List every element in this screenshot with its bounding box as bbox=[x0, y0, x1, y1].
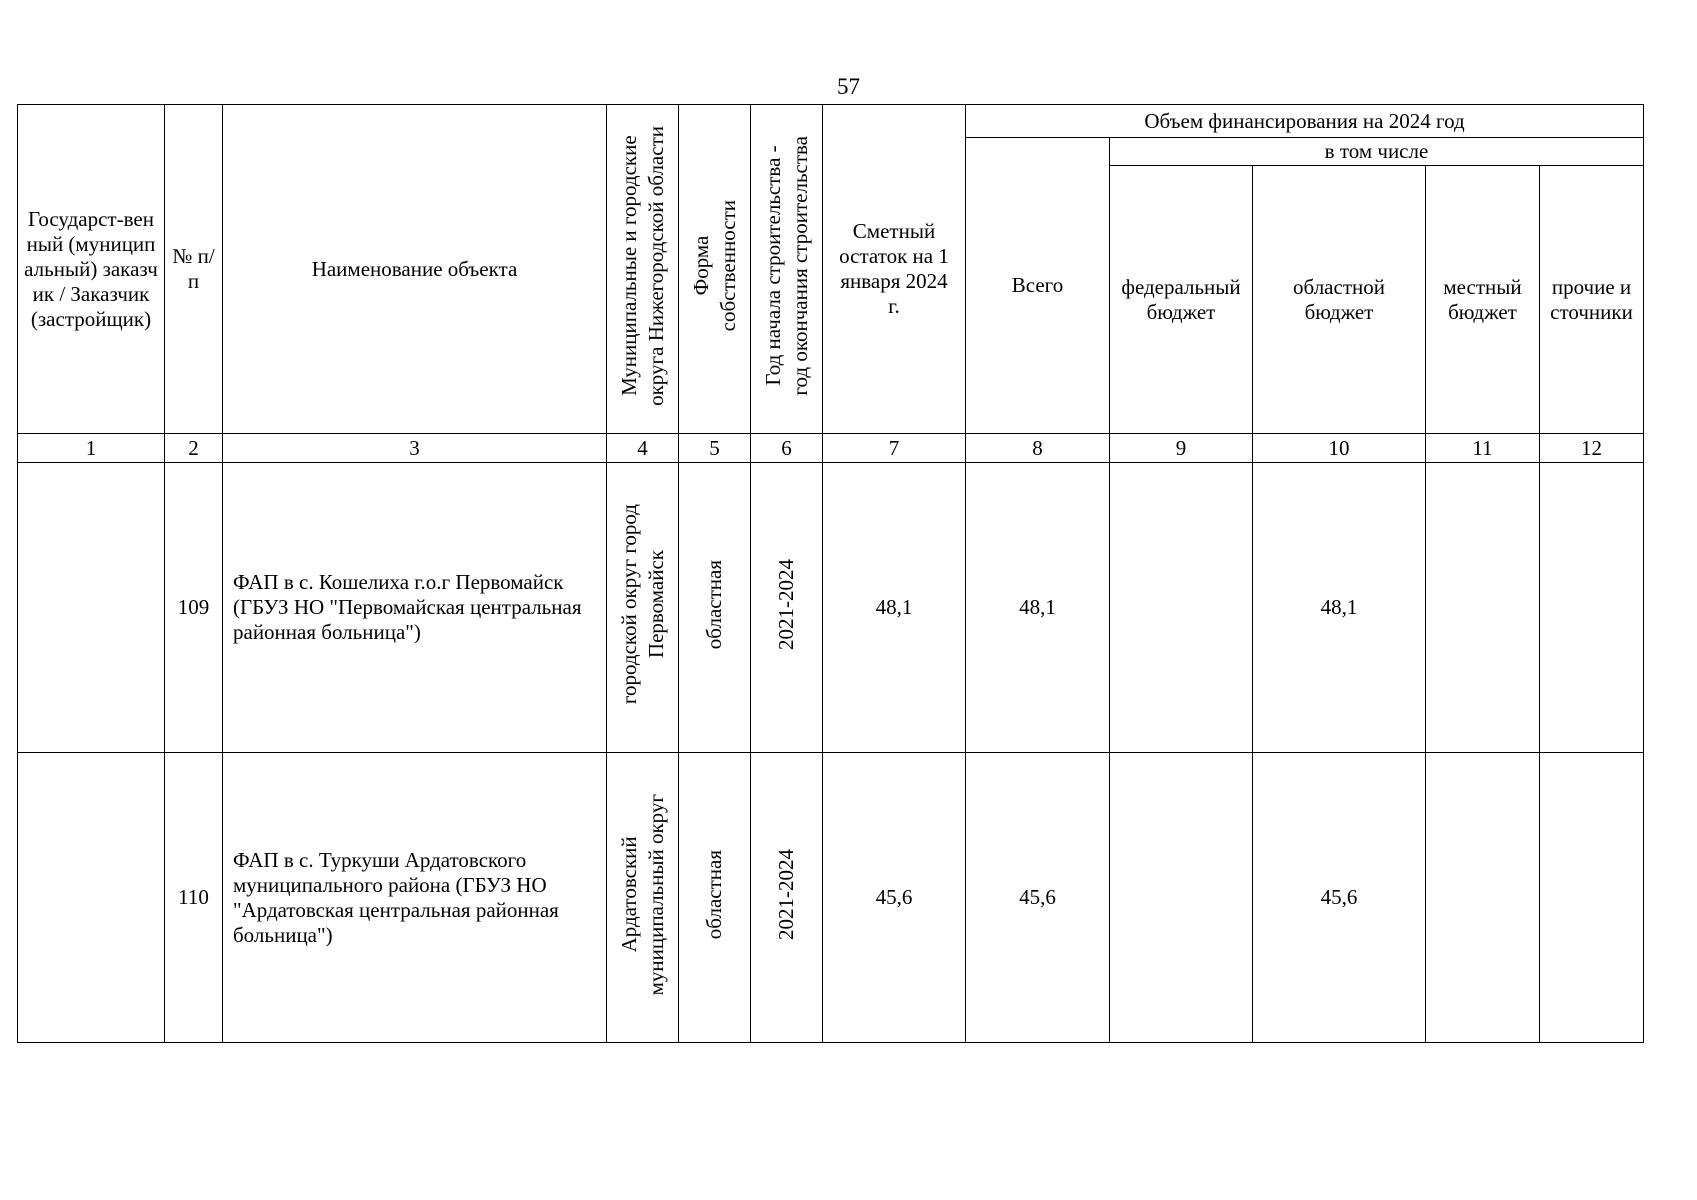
cell-customer bbox=[18, 753, 165, 1043]
header-total bbox=[966, 138, 1110, 434]
cell-other bbox=[1540, 463, 1644, 753]
column-numbers-row bbox=[18, 434, 1644, 463]
cell-municipality-line-2: Первомайск bbox=[643, 550, 668, 659]
column-number: 2 bbox=[165, 434, 223, 463]
header-other-label: прочие источники bbox=[1550, 274, 1633, 324]
header-other bbox=[1540, 166, 1644, 434]
header-years-line-2: год окончания строительства bbox=[787, 136, 812, 396]
header-total-label: Всего bbox=[1011, 273, 1064, 297]
header-ownership-label bbox=[688, 200, 742, 331]
header-ownership bbox=[679, 105, 751, 434]
cell-municipality bbox=[607, 753, 679, 1043]
cell-years bbox=[751, 753, 823, 1043]
cell-total: 45,6 bbox=[966, 753, 1110, 1043]
cell-municipality-line-2: муниципальный округ bbox=[643, 793, 668, 996]
cell-row-no: 110 bbox=[165, 753, 223, 1043]
header-federal-label: федеральный бюджет bbox=[1121, 274, 1241, 324]
column-number: 9 bbox=[1110, 434, 1253, 463]
header-regional-label: областной бюджет bbox=[1293, 274, 1385, 324]
header-row-no-label: № п/п bbox=[172, 244, 215, 293]
cell-customer bbox=[18, 463, 165, 753]
cell-municipality-label bbox=[616, 504, 670, 704]
cell-object-name: ФАП в с. Кошелиха г.о.г Первомайск (ГБУЗ НО "Первомайская центральная районная больница") bbox=[223, 463, 607, 753]
cell-years bbox=[751, 463, 823, 753]
cell-object-name: ФАП в с. Туркуши Ардатовского муниципального района (ГБУЗ НО "Ардатовская центральная районная больница") bbox=[223, 753, 607, 1043]
header-years-line-1: Год начала строительства - bbox=[760, 145, 785, 387]
column-number: 5 bbox=[679, 434, 751, 463]
cell-municipality bbox=[607, 463, 679, 753]
cell-municipality-label bbox=[616, 794, 670, 995]
cell-other bbox=[1540, 753, 1644, 1043]
column-number: 6 bbox=[751, 434, 823, 463]
cell-ownership-label: областная bbox=[702, 849, 726, 940]
cell-federal bbox=[1110, 463, 1253, 753]
header-row-no bbox=[165, 105, 223, 434]
cell-regional: 48,1 bbox=[1253, 463, 1426, 753]
cell-federal bbox=[1110, 753, 1253, 1043]
header-object-name bbox=[223, 105, 607, 434]
cell-ownership bbox=[679, 463, 751, 753]
cell-ownership-label: областная bbox=[702, 559, 726, 650]
cell-row-no: 109 bbox=[165, 463, 223, 753]
column-number: 12 bbox=[1540, 434, 1644, 463]
financing-table bbox=[17, 104, 1644, 1043]
header-customer-label: Государст-венный (муниципальный) заказчик / Заказчик (застройщик) bbox=[24, 206, 158, 331]
cell-local bbox=[1426, 753, 1540, 1043]
cell-municipality-line-1: городской округ город bbox=[616, 504, 641, 705]
column-number: 8 bbox=[966, 434, 1110, 463]
header-years bbox=[751, 105, 823, 434]
header-estimate-balance bbox=[823, 105, 966, 434]
cell-regional: 45,6 bbox=[1253, 753, 1426, 1043]
cell-ownership bbox=[679, 753, 751, 1043]
column-number: 11 bbox=[1426, 434, 1540, 463]
header-financing-title bbox=[966, 105, 1644, 138]
cell-local bbox=[1426, 463, 1540, 753]
header-ownership-line-2: собственности bbox=[715, 200, 740, 332]
column-number: 4 bbox=[607, 434, 679, 463]
cell-estimate: 45,6 bbox=[823, 753, 966, 1043]
header-municipality-line-2: округа Нижегородской области bbox=[643, 126, 668, 406]
column-number: 7 bbox=[823, 434, 966, 463]
header-object-name-label: Наименование объекта bbox=[311, 256, 518, 281]
header-including bbox=[1110, 138, 1644, 166]
header-customer bbox=[18, 105, 165, 434]
cell-municipality-line-1: Ардатовский bbox=[616, 836, 641, 953]
header-ownership-line-1: Форма bbox=[688, 236, 713, 296]
cell-years-label: 2021-2024 bbox=[774, 849, 798, 940]
page-number: 57 bbox=[837, 74, 860, 99]
header-estimate-balance-label: Сметный остаток на 1 января 2024 г. bbox=[839, 219, 949, 318]
column-number: 1 bbox=[18, 434, 165, 463]
header-years-label bbox=[760, 136, 814, 396]
table-row bbox=[18, 463, 1644, 753]
cell-total: 48,1 bbox=[966, 463, 1110, 753]
cell-years-label: 2021-2024 bbox=[774, 559, 798, 650]
header-regional bbox=[1253, 166, 1426, 434]
header-municipality-label bbox=[616, 126, 670, 406]
header-local-label: местный бюджет bbox=[1443, 274, 1522, 324]
header-municipality-line-1: Муниципальные и городские bbox=[616, 135, 641, 397]
column-number: 3 bbox=[223, 434, 607, 463]
header-federal bbox=[1110, 166, 1253, 434]
table-row bbox=[18, 753, 1644, 1043]
header-including-label: в том числе bbox=[1324, 139, 1429, 163]
header-local bbox=[1426, 166, 1540, 434]
column-number: 10 bbox=[1253, 434, 1426, 463]
header-municipality bbox=[607, 105, 679, 434]
cell-estimate: 48,1 bbox=[823, 463, 966, 753]
header-financing-title-label: Объем финансирования на 2024 год bbox=[1144, 108, 1465, 133]
